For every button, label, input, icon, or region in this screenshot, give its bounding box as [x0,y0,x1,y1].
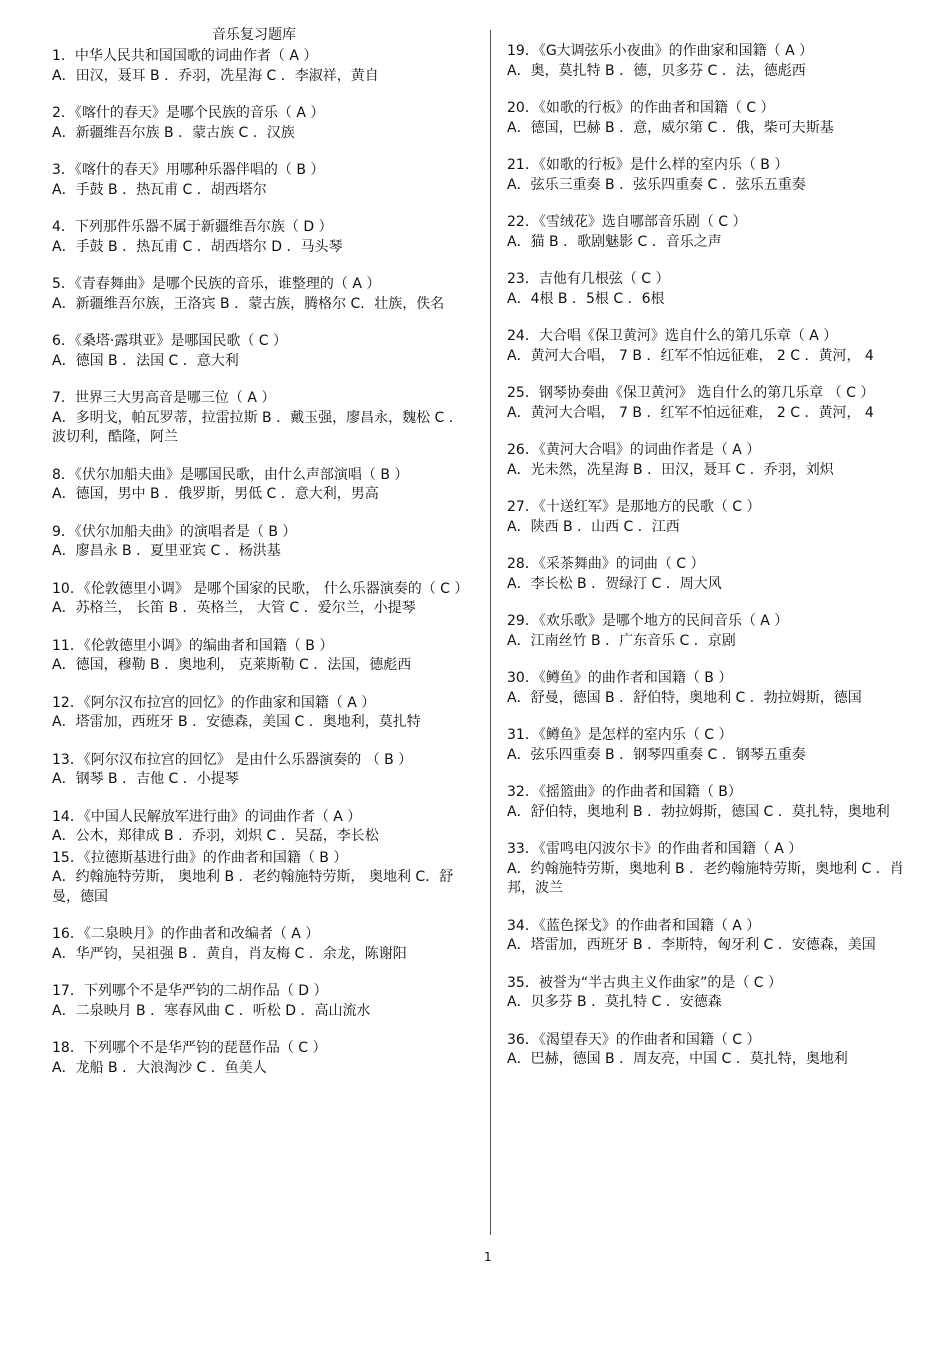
question-item [52,580,472,619]
question-item [507,441,927,480]
question-stem: 8．《伏尔加船夫曲》是哪国民歌，由什么声部演唱（ B ） [52,466,409,483]
question-options: A．龙船 B ．大浪淘沙 C ．鱼美人 [52,1059,267,1076]
question-item [52,218,472,257]
question-item [52,466,472,505]
question-item [52,332,472,371]
question-options: A．德国 B ．法国 C ．意大利 [52,352,239,369]
question-stem: 1．中华人民共和国国歌的词曲作者（ A ） [52,48,318,64]
question-options: A．猫 B ．歌剧魅影 C ．音乐之声 [507,233,722,250]
question-stem: 18．下列哪个不是华严钧的琵琶作品（ C ） [52,1040,327,1056]
question-options: A．江南丝竹 B ．广东音乐 C ．京剧 [507,632,736,649]
question-item [507,726,927,765]
question-stem: 21．《如歌的行板》是什么样的室内乐（ B ） [507,157,789,173]
question-stem: 28．《采茶舞曲》的词曲（ C ） [507,556,705,572]
question-item [52,1039,472,1078]
question-item [507,783,927,822]
question-stem: 30．《鳟鱼》的曲作者和国籍（ B ） [507,670,733,686]
question-item [52,161,472,200]
question-stem: 2．《喀什的春天》是哪个民族的音乐（ A ） [52,105,325,121]
question-options: A．李长松 B ．贺绿汀 C ．周大风 [507,575,722,592]
question-stem: 36．《渴望春天》的作曲者和国籍（ C ） [507,1031,761,1048]
question-stem: 23．吉他有几根弦（ C ） [507,271,670,287]
question-stem: 11．《伦敦德里小调》的编曲者和国籍（ B ） [52,637,334,654]
question-item [507,384,927,423]
question-item [52,389,472,448]
question-item [507,270,927,309]
question-options: A．手鼓 B ．热瓦甫 C ．胡西塔尔 D ．马头琴 [52,238,343,255]
question-stem: 5．《青春舞曲》是哪个民族的音乐，谁整理的（ A ） [52,276,381,292]
question-item [507,42,927,81]
question-options: A．弦乐三重奏 B ．弦乐四重奏 C ．弦乐五重奏 [507,176,806,193]
question-stem: 31．《鳟鱼》是怎样的室内乐（ C ） [507,727,733,743]
question-stem: 4．下列那件乐器不属于新疆维吾尔族（ D ） [52,219,333,235]
question-options: A．约翰施特劳斯，奥地利 B ．老约翰施特劳斯，奥地利 C ．肖邦，波兰 [507,860,904,896]
question-options: A．塔雷加，西班牙 B ．李斯特，匈牙利 C ．安德森，美国 [507,937,876,953]
question-item [507,669,927,708]
question-item [52,925,472,964]
question-item [507,917,927,956]
question-options: A．弦乐四重奏 B ．钢琴四重奏 C ．钢琴五重奏 [507,746,806,763]
document-title: 音乐复习题库 [212,27,296,43]
question-options: A．手鼓 B ．热瓦甫 C ．胡西塔尔 [52,181,267,198]
question-item [507,1031,927,1070]
page-number: 1 [484,1250,492,1264]
question-options: A．二泉映月 B ．寒春风曲 C ．听松 D ．高山流水 [52,1002,371,1019]
question-item [52,104,472,143]
question-stem: 22．《雪绒花》选自哪部音乐剧（ C ） [507,214,747,230]
question-options: A．奥，莫扎特 B ．德，贝多芬 C ．法，德彪西 [507,62,806,79]
question-options: A．廖昌永 B ．夏里亚宾 C ．杨洪基 [52,543,281,559]
question-list-left [52,47,472,1078]
question-stem: 9．《伏尔加船夫曲》的演唱者是（ B ） [52,523,297,540]
question-options: A．光未然，冼星海 B ．田汉，聂耳 C ．乔羽，刘炽 [507,461,834,478]
question-item [507,156,927,195]
question-stem: 3．《喀什的春天》用哪种乐器伴唱的（ B ） [52,162,325,178]
question-item [52,694,472,733]
question-options: A．德国，巴赫 B ．意，威尔第 C ．俄，柴可夫斯基 [507,119,834,136]
question-options: A．贝多芬 B ．莫扎特 C ．安德森 [507,994,722,1010]
column-divider [490,30,491,1235]
question-options: A．公木，郑律成 B ．乔羽，刘炽 C ．吴磊，李长松 [52,828,379,844]
question-item [52,47,472,86]
question-item [52,982,472,1021]
question-item [507,99,927,138]
question-stem: 32．《摇篮曲》的作曲者和国籍（ B） [507,784,742,800]
question-stem: 14．《中国人民解放军进行曲》的词曲作者（ A ） [52,808,362,825]
question-item [507,612,927,651]
question-options: A．黄河大合唱， 7 B ．红军不怕远征难， 2 C ．黄河， 4 [507,404,874,421]
question-options: A．钢琴 B ．吉他 C ．小提琴 [52,771,239,787]
question-stem: 12．《阿尔汉布拉宫的回忆》的作曲家和国籍（ A ） [52,694,376,711]
question-options: A．德国，男中 B ．俄罗斯，男低 C ．意大利，男高 [52,486,379,502]
question-stem: 27．《十送红军》是那地方的民歌（ C ） [507,499,761,515]
question-stem: 16．《二泉映月》的作曲者和改编者（ A ） [52,926,320,942]
question-options: A．舒曼，德国 B ．舒伯特，奥地利 C ．勃拉姆斯，德国 [507,689,862,706]
question-options: A．田汉，聂耳 B ．乔羽，冼星海 C ．李淑祥，黄自 [52,67,379,84]
question-item [52,849,472,908]
question-item [507,498,927,537]
question-options: A．黄河大合唱， 7 B ．红军不怕远征难， 2 C ．黄河， 4 [507,347,874,364]
question-item [52,275,472,314]
question-stem: 34．《蓝色探戈》的作曲者和国籍（ A ） [507,917,761,934]
question-item [507,555,927,594]
question-stem: 10．《伦敦德里小调》 是哪个国家的民歌， 什么乐器演奏的（ C ） [52,580,469,597]
question-stem: 20．《如歌的行板》的作曲者和国籍（ C ） [507,100,775,116]
question-stem: 24．大合唱《保卫黄河》选自什么的第几乐章（ A ） [507,328,838,344]
question-options: A．塔雷加，西班牙 B ．安德森，美国 C ．奥地利，莫扎特 [52,714,421,730]
question-stem: 35．被誉为“半古典主义作曲家”的是（ C ） [507,974,782,991]
question-stem: 29．《欢乐歌》是哪个地方的民间音乐（ A ） [507,613,789,629]
question-stem: 17．下列哪个不是华严钧的二胡作品（ D ） [52,983,328,999]
question-options: A．苏格兰， 长笛 B ．英格兰， 大管 C ．爱尔兰，小提琴 [52,600,416,616]
question-stem: 6．《桑塔·露琪亚》是哪国民歌（ C ） [52,333,288,349]
question-stem: 13．《阿尔汉布拉宫的回忆》 是由什么乐器演奏的 （ B ） [52,751,413,768]
question-options: A．华严钧，吴祖强 B ．黄自，肖友梅 C ．余龙，陈谢阳 [52,945,407,962]
question-item [507,213,927,252]
question-options: A．巴赫，德国 B ．周友亮，中国 C ．莫扎特，奥地利 [507,1051,848,1067]
question-options: A．德国，穆勒 B ．奥地利， 克莱斯勒 C ．法国，德彪西 [52,657,412,673]
question-options: A．4根 B ．5根 C ．6根 [507,290,665,307]
question-stem: 26．《黄河大合唱》的词曲作者是（ A ） [507,442,761,458]
question-stem: 33．《雷鸣电闪波尔卡》的作曲者和国籍（ A ） [507,841,803,857]
question-item [507,840,927,899]
question-options: A．新疆维吾尔族，王洛宾 B ．蒙古族，腾格尔 C．壮族，佚名 [52,295,445,312]
question-item [52,808,472,847]
question-stem: 15．《拉德斯基进行曲》的作曲者和国籍（ B ） [52,849,348,866]
question-item [52,637,472,676]
question-stem: 7．世界三大男高音是哪三位（ A ） [52,390,276,406]
question-options: A．舒伯特，奥地利 B ．勃拉姆斯，德国 C ．莫扎特，奥地利 [507,803,890,820]
question-options: A．陕西 B ．山西 C ．江西 [507,518,680,535]
question-options: A．多明戈，帕瓦罗蒂，拉雷拉斯 B ．戴玉强，廖昌永，魏松 C ．波切利，酷隆，阿兰 [52,409,463,445]
question-options: A．新疆维吾尔族 B ．蒙古族 C ．汉族 [52,124,295,141]
question-item [507,327,927,366]
question-stem: 19．《G大调弦乐小夜曲》的作曲家和国籍（ A ） [507,43,814,59]
question-item [507,974,927,1013]
question-item [52,751,472,790]
question-options: A．约翰施特劳斯， 奥地利 B ．老约翰施特劳斯， 奥地利 C．舒曼，德国 [52,869,454,905]
question-item [52,523,472,562]
left-column [52,26,472,1096]
question-list-right [507,42,927,1070]
question-stem: 25．钢琴协奏曲《保卫黄河》 选自什么的第几乐章 （ C ） [507,385,875,401]
right-column [507,42,927,1088]
